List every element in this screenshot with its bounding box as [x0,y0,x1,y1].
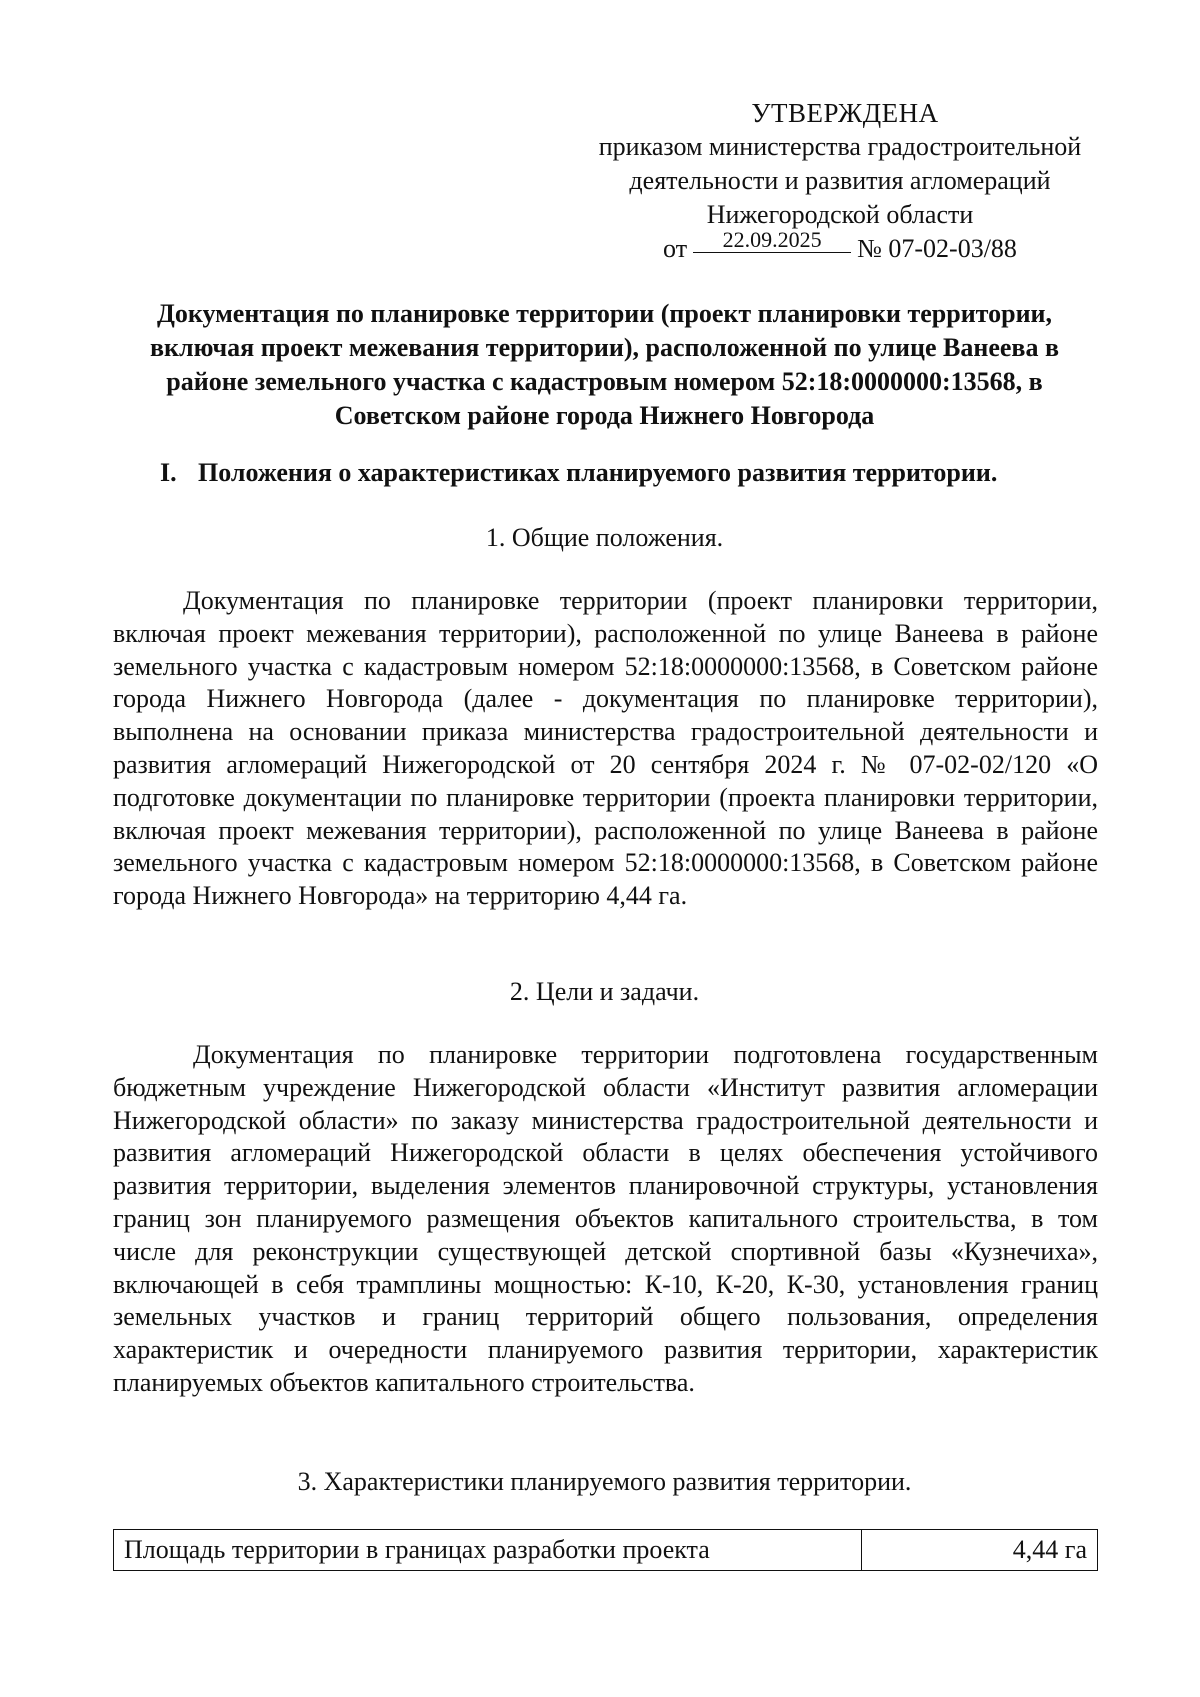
order-number: № 07-02-03/88 [857,234,1017,263]
document-title: Документация по планировке территории (проект планировки территории, включая проект межевания территории), расположенной по улице Ванеева в районе земельного участка с кадастровым номером 52:18:0000000:13568, в Советском районе города Нижнего Новгорода [149,299,1059,430]
table-row [114,1530,1098,1571]
approval-date: 22.09.2025 [693,228,851,253]
approval-title: УТВЕРЖДЕНА [751,98,939,128]
table-cell-value: 4,44 га [862,1530,1098,1571]
paragraph-goals: Документация по планировке территории подготовлена государственным бюджетным учреждение Нижегородской области «Институт развития агломерации Нижегородской области» по заказу министерства градостроительной деятельности и развития агломераций Нижегородской области в целях обеспечения устойчивого развития территории, выделения элементов планировочной структуры, установления границ зон планируемого размещения объектов капитального строительства, в том числе для реконструкции существующей детской спортивной базы «Кузнечиха», включающей в себя трамплины мощностью: К-10, К-20, К-30, установления границ земельных участков и границ территорий общего пользования, определения характеристик и очередности планируемого развития территории, характеристик планируемых объектов капитального строительства. [113,1040,1098,1397]
section-heading [160,456,1100,490]
paragraph-general: Документация по планировке территории (проект планировки территории, включая проект межевания территории), расположенной по улице Ванеева в районе земельного участка с кадастровым номером 52:18:0000000:13568, в Советском районе города Нижнего Новгорода (далее - документация по планировке территории), выполнена на основании приказа министерства градостроительной деятельности и развития агломераций Нижегородской от 20 сентября 2024 г. № 07-02-02/120 «О подготовке документации по планировке территории (проекта планировки территории, включая проект межевания территории), расположенной по улице Ванеева в районе земельного участка с кадастровым номером 52:18:0000000:13568, в Советском районе города Нижнего Новгорода» на территорию 4,44 га. [113,586,1098,911]
characteristics-table [113,1529,1098,1571]
section-heading-text: Положения о характеристиках планируемого развития территории. [198,458,998,487]
approval-stamp [560,96,1120,272]
subsection-heading-goals: 2. Цели и задачи. [509,977,700,1006]
section-number: I. [160,458,177,487]
subsection-heading-general: 1. Общие положения. [485,523,724,552]
subsection-heading-characteristics: 3. Характеристики планируемого развития территории. [297,1467,912,1496]
approval-line-3: Нижегородской области [706,200,974,229]
approval-date-line [560,227,1120,272]
table-cell-label: Площадь территории в границах разработки проекта [114,1530,862,1571]
approval-line-2: деятельности и развития агломераций [629,166,1051,195]
approval-line-1: приказом министерства градостроительной [598,132,1082,161]
date-prefix: от [663,234,688,263]
